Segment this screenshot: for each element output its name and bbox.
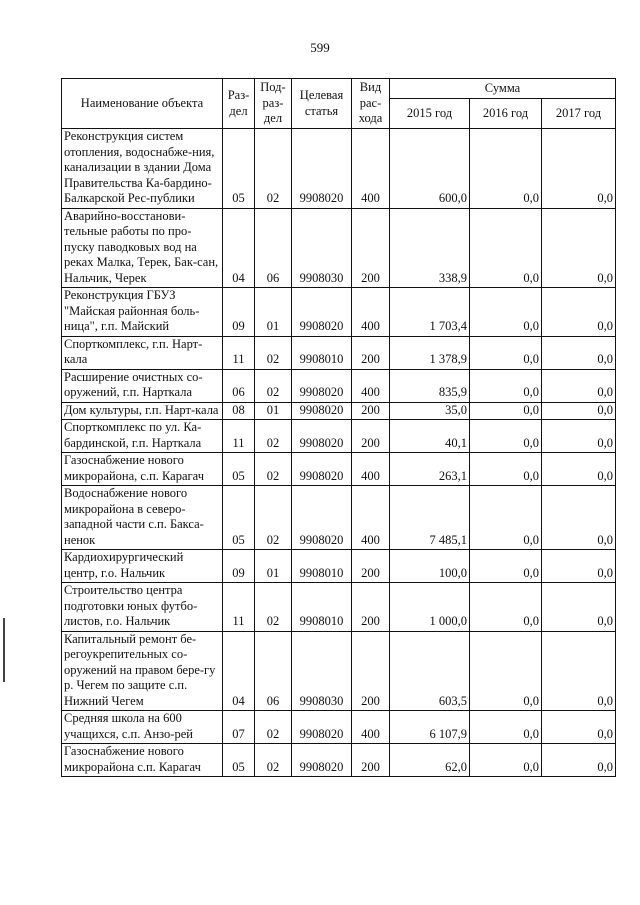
- sum-2017-cell: 0,0: [542, 369, 616, 402]
- sum-2017-cell: 0,0: [542, 711, 616, 744]
- table-row: [62, 208, 616, 288]
- sum-2015-cell: 835,9: [390, 369, 470, 402]
- sum-2015-cell: 7 485,1: [390, 486, 470, 550]
- object-name-cell: Капитальный ремонт бе-регоукрепительных со-оружений на правом бере-гу р. Чегем по защите с.п. Нижний Чегем: [62, 631, 223, 711]
- tselevaya-statya-cell: 9908010: [292, 550, 352, 583]
- razdel-cell: 07: [223, 711, 255, 744]
- header-vid-raskhoda: Вид рас- хода: [352, 79, 390, 129]
- object-name-cell: Спорткомплекс по ул. Ка-бардинской, г.п. Нарткала: [62, 420, 223, 453]
- vid-raskhoda-cell: 200: [352, 631, 390, 711]
- table-body: [62, 129, 616, 777]
- budget-table: [61, 78, 616, 777]
- header-name: Наименование объекта: [62, 79, 223, 129]
- object-name-cell: Реконструкция ГБУЗ "Майская районная боль-ница", г.п. Майский: [62, 288, 223, 337]
- sum-2016-cell: 0,0: [470, 288, 542, 337]
- sum-2016-cell: 0,0: [470, 336, 542, 369]
- podrazdel-cell: 02: [255, 129, 292, 209]
- tselevaya-statya-cell: 9908010: [292, 336, 352, 369]
- sum-2015-cell: 338,9: [390, 208, 470, 288]
- razdel-cell: 09: [223, 288, 255, 337]
- podrazdel-cell: 02: [255, 369, 292, 402]
- sum-2017-cell: 0,0: [542, 583, 616, 632]
- sum-2015-cell: 1 703,4: [390, 288, 470, 337]
- tselevaya-statya-cell: 9908020: [292, 744, 352, 777]
- vid-raskhoda-cell: 200: [352, 744, 390, 777]
- razdel-cell: 05: [223, 453, 255, 486]
- object-name-cell: Расширение очистных со-оружений, г.п. Нарткала: [62, 369, 223, 402]
- header-year-2016: 2016 год: [470, 99, 542, 129]
- podrazdel-cell: 01: [255, 402, 292, 420]
- header-year-2017: 2017 год: [542, 99, 616, 129]
- podrazdel-cell: 02: [255, 486, 292, 550]
- tselevaya-statya-cell: 9908010: [292, 583, 352, 632]
- vid-raskhoda-cell: 400: [352, 129, 390, 209]
- sum-2016-cell: 0,0: [470, 208, 542, 288]
- sum-2017-cell: 0,0: [542, 744, 616, 777]
- object-name-cell: Спорткомплекс, г.п. Нарт-кала: [62, 336, 223, 369]
- sum-2015-cell: 263,1: [390, 453, 470, 486]
- table-row: [62, 288, 616, 337]
- table-row: [62, 744, 616, 777]
- table-row: [62, 583, 616, 632]
- scan-margin-mark: [3, 618, 5, 682]
- podrazdel-cell: 06: [255, 208, 292, 288]
- sum-2017-cell: 0,0: [542, 631, 616, 711]
- razdel-cell: 04: [223, 208, 255, 288]
- razdel-cell: 04: [223, 631, 255, 711]
- table-row: [62, 711, 616, 744]
- vid-raskhoda-cell: 400: [352, 453, 390, 486]
- object-name-cell: Дом культуры, г.п. Нарт-кала: [62, 402, 223, 420]
- object-name-cell: Аварийно-восстанови-тельные работы по про-пуску паводковых вод на реках Малка, Терек, Бак-сан, Нальчик, Черек: [62, 208, 223, 288]
- sum-2016-cell: 0,0: [470, 129, 542, 209]
- table-row: [62, 550, 616, 583]
- sum-2017-cell: 0,0: [542, 129, 616, 209]
- tselevaya-statya-cell: 9908020: [292, 288, 352, 337]
- vid-raskhoda-cell: 400: [352, 369, 390, 402]
- vid-raskhoda-cell: 200: [352, 336, 390, 369]
- sum-2017-cell: 0,0: [542, 336, 616, 369]
- sum-2015-cell: 100,0: [390, 550, 470, 583]
- sum-2015-cell: 1 000,0: [390, 583, 470, 632]
- sum-2017-cell: 0,0: [542, 402, 616, 420]
- podrazdel-cell: 02: [255, 420, 292, 453]
- page-number: 599: [310, 40, 330, 55]
- vid-raskhoda-cell: 200: [352, 583, 390, 632]
- tselevaya-statya-cell: 9908020: [292, 453, 352, 486]
- sum-2015-cell: 62,0: [390, 744, 470, 777]
- tselevaya-statya-cell: 9908020: [292, 420, 352, 453]
- tselevaya-statya-cell: 9908020: [292, 402, 352, 420]
- tselevaya-statya-cell: 9908020: [292, 711, 352, 744]
- sum-2017-cell: 0,0: [542, 288, 616, 337]
- razdel-cell: 11: [223, 420, 255, 453]
- vid-raskhoda-cell: 400: [352, 288, 390, 337]
- object-name-cell: Средняя школа на 600 учащихся, с.п. Анзо-рей: [62, 711, 223, 744]
- header-razdel: Раз- дел: [223, 79, 255, 129]
- sum-2017-cell: 0,0: [542, 453, 616, 486]
- sum-2016-cell: 0,0: [470, 369, 542, 402]
- vid-raskhoda-cell: 200: [352, 550, 390, 583]
- podrazdel-cell: 02: [255, 336, 292, 369]
- sum-2017-cell: 0,0: [542, 208, 616, 288]
- vid-raskhoda-cell: 400: [352, 486, 390, 550]
- object-name-cell: Кардиохирургический центр, г.о. Нальчик: [62, 550, 223, 583]
- header-year-2015: 2015 год: [390, 99, 470, 129]
- sum-2016-cell: 0,0: [470, 420, 542, 453]
- vid-raskhoda-cell: 200: [352, 402, 390, 420]
- table-row: [62, 129, 616, 209]
- vid-raskhoda-cell: 200: [352, 420, 390, 453]
- object-name-cell: Газоснабжение нового микрорайона с.п. Карагач: [62, 744, 223, 777]
- object-name-cell: Строительство центра подготовки юных футбо-листов, г.о. Нальчик: [62, 583, 223, 632]
- tselevaya-statya-cell: 9908020: [292, 486, 352, 550]
- sum-2016-cell: 0,0: [470, 711, 542, 744]
- razdel-cell: 09: [223, 550, 255, 583]
- podrazdel-cell: 06: [255, 631, 292, 711]
- tselevaya-statya-cell: 9908030: [292, 631, 352, 711]
- razdel-cell: 08: [223, 402, 255, 420]
- tselevaya-statya-cell: 9908020: [292, 369, 352, 402]
- object-name-cell: Газоснабжение нового микрорайона, с.п. Карагач: [62, 453, 223, 486]
- razdel-cell: 05: [223, 744, 255, 777]
- table-row: [62, 453, 616, 486]
- table-row: [62, 631, 616, 711]
- sum-2017-cell: 0,0: [542, 550, 616, 583]
- object-name-cell: Реконструкция систем отопления, водоснабже-ния, канализации в здании Дома Правительства Ка-бардино-Балкарской Рес-публики: [62, 129, 223, 209]
- header-tselevaya-statya: Целевая статья: [292, 79, 352, 129]
- header-podrazdel: Под- раз- дел: [255, 79, 292, 129]
- sum-2017-cell: 0,0: [542, 486, 616, 550]
- tselevaya-statya-cell: 9908030: [292, 208, 352, 288]
- razdel-cell: 05: [223, 129, 255, 209]
- sum-2015-cell: 35,0: [390, 402, 470, 420]
- razdel-cell: 05: [223, 486, 255, 550]
- table-row: [62, 486, 616, 550]
- header-summa: Сумма: [390, 79, 616, 99]
- sum-2015-cell: 600,0: [390, 129, 470, 209]
- sum-2015-cell: 603,5: [390, 631, 470, 711]
- sum-2016-cell: 0,0: [470, 744, 542, 777]
- razdel-cell: 11: [223, 336, 255, 369]
- table-row: [62, 369, 616, 402]
- sum-2016-cell: 0,0: [470, 402, 542, 420]
- vid-raskhoda-cell: 400: [352, 711, 390, 744]
- podrazdel-cell: 02: [255, 744, 292, 777]
- table-row: [62, 402, 616, 420]
- podrazdel-cell: 02: [255, 583, 292, 632]
- sum-2016-cell: 0,0: [470, 550, 542, 583]
- sum-2016-cell: 0,0: [470, 453, 542, 486]
- podrazdel-cell: 01: [255, 288, 292, 337]
- table-row: [62, 336, 616, 369]
- razdel-cell: 06: [223, 369, 255, 402]
- sum-2017-cell: 0,0: [542, 420, 616, 453]
- sum-2016-cell: 0,0: [470, 486, 542, 550]
- podrazdel-cell: 01: [255, 550, 292, 583]
- table-row: [62, 420, 616, 453]
- podrazdel-cell: 02: [255, 453, 292, 486]
- sum-2016-cell: 0,0: [470, 583, 542, 632]
- sum-2015-cell: 6 107,9: [390, 711, 470, 744]
- razdel-cell: 11: [223, 583, 255, 632]
- podrazdel-cell: 02: [255, 711, 292, 744]
- vid-raskhoda-cell: 200: [352, 208, 390, 288]
- sum-2015-cell: 40,1: [390, 420, 470, 453]
- object-name-cell: Водоснабжение нового микрорайона в северо-западной части с.п. Бакса-ненок: [62, 486, 223, 550]
- tselevaya-statya-cell: 9908020: [292, 129, 352, 209]
- sum-2016-cell: 0,0: [470, 631, 542, 711]
- sum-2015-cell: 1 378,9: [390, 336, 470, 369]
